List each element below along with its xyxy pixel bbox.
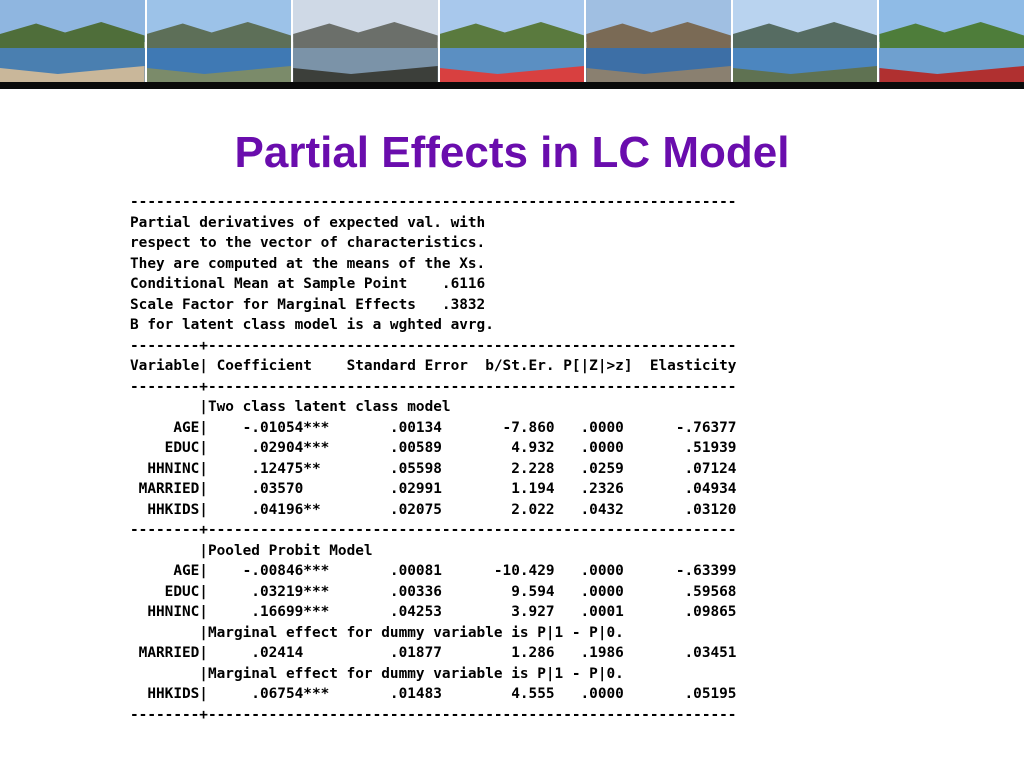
output-line: Conditional Mean at Sample Point .6116 [130,276,486,292]
output-line: ---------------------------------------------------------------------- [130,194,737,210]
banner-photo [879,0,1024,82]
output-line: |Marginal effect for dummy variable is P|1 - P|0. [130,665,624,682]
output-line: respect to the vector of characteristics. [130,235,486,251]
output-line: HHKIDS| .04196** .02075 2.022 .0432 .03120 [130,501,737,518]
banner-photo [586,0,733,82]
output-line: They are computed at the means of the Xs. [130,255,486,272]
output-line: --------+------------------------------------------------------------- [130,522,737,538]
banner-photo [293,0,440,82]
output-line: HHKIDS| .06754*** .01483 4.555 .0000 .05195 [130,686,737,702]
banner-photo [440,0,587,82]
banner-photo [0,0,147,82]
output-line: Variable| Coefficient Standard Error b/St.Er. P[|Z|>z] Elasticity [130,358,737,374]
output-line: MARRIED| .03570 .02991 1.194 .2326 .04934 [130,481,737,497]
photo-banner [0,0,1024,82]
output-line: HHNINC| .16699*** .04253 3.927 .0001 .09865 [130,604,737,620]
output-line: |Pooled Probit Model [130,542,373,559]
output-line: Scale Factor for Marginal Effects .3832 [130,296,486,313]
output-line: MARRIED| .02414 .01877 1.286 .1986 .03451 [130,645,737,661]
output-line: |Marginal effect for dummy variable is P|1 - P|0. [130,624,624,641]
slide-title: Partial Effects in LC Model [234,128,790,177]
output-line: AGE| -.01054*** .00134 -7.860 .0000 -.76377 [130,419,737,436]
output-line: EDUC| .03219*** .00336 9.594 .0000 .59568 [130,583,737,600]
banner-divider [0,82,1024,89]
output-line: --------+------------------------------------------------------------- [130,378,737,395]
output-line: AGE| -.00846*** .00081 -10.429 .0000 -.63399 [130,563,737,579]
banner-photo [733,0,880,82]
output-line: B for latent class model is a wghted avrg. [130,317,494,333]
output-line: EDUC| .02904*** .00589 4.932 .0000 .51939 [130,440,737,456]
output-line: --------+------------------------------------------------------------- [130,337,737,354]
output-line: --------+------------------------------------------------------------- [130,706,737,723]
output-line: |Two class latent class model [130,399,451,415]
regression-output [130,192,736,725]
banner-photo [147,0,294,82]
output-line: Partial derivatives of expected val. with [130,214,486,231]
output-line: HHNINC| .12475** .05598 2.228 .0259 .07124 [130,460,737,477]
